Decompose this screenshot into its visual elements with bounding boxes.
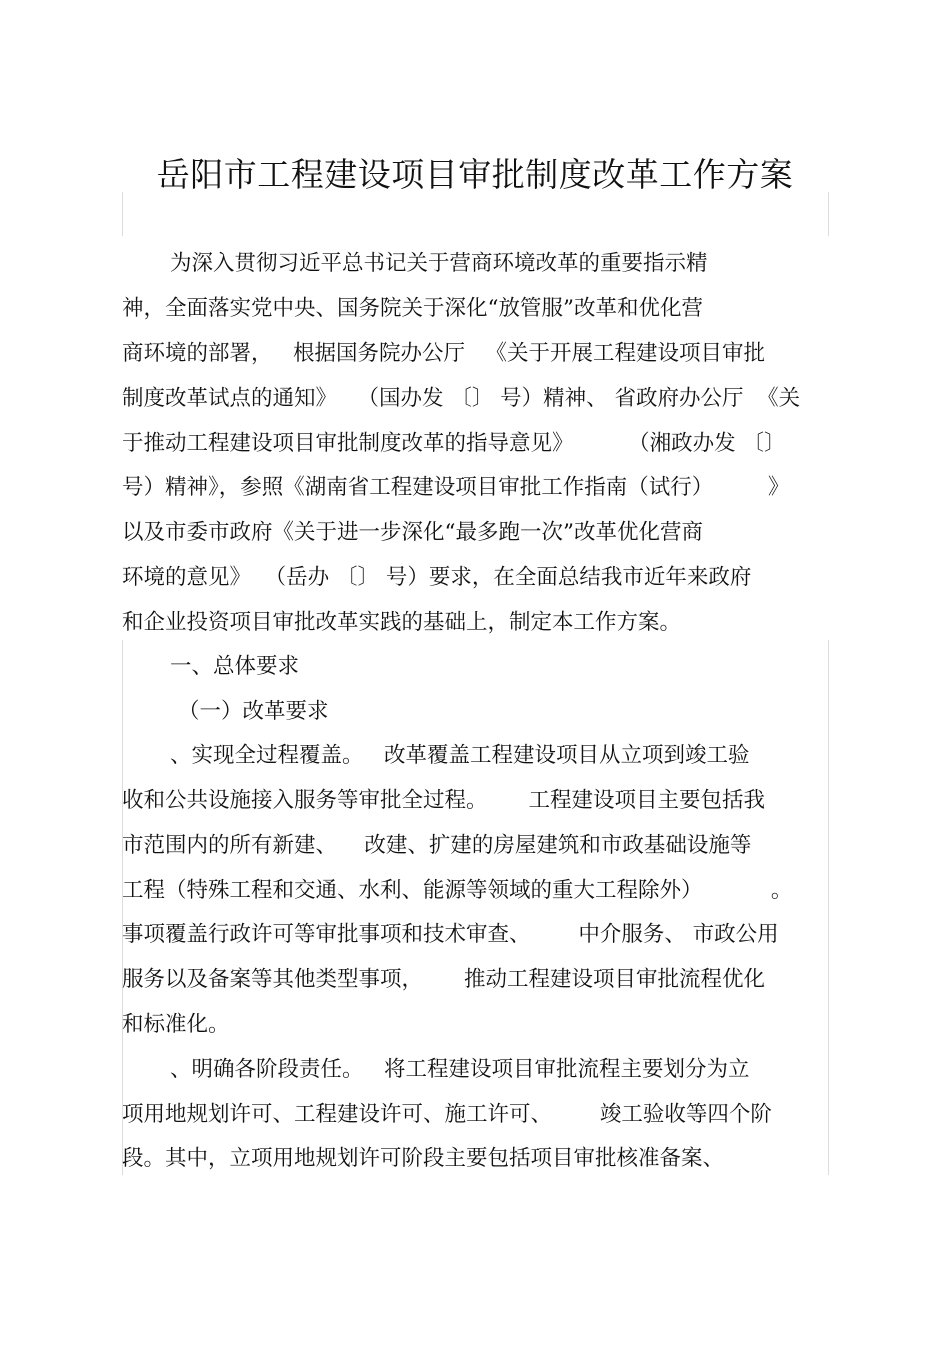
paragraph-line: 以及市委市政府《关于进一步深化“最多跑一次”改革优化营商 xyxy=(122,520,703,545)
paragraph-line: 于推动工程建设项目审批制度改革的指导意见》 （湘政办发 〔〕 xyxy=(122,431,786,456)
section-heading: 一、总体要求 xyxy=(170,654,300,679)
paragraph-line: 为深入贯彻习近平总书记关于营商环境改革的重要指示精 xyxy=(170,251,708,276)
margin-rule-left xyxy=(122,640,123,1175)
paragraph-line: 市范围内的所有新建、 改建、扩建的房屋建筑和市政基础设施等 xyxy=(122,833,752,858)
paragraph-line: 制度改革试点的通知》 （国办发 〔〕 号）精神、 省政府办公厅 《关 xyxy=(122,386,801,411)
paragraph-line: 和企业投资项目审批改革实践的基础上，制定本工作方案。 xyxy=(122,610,682,635)
paragraph-line: 项用地规划许可、工程建设许可、施工许可、 竣工验收等四个阶 xyxy=(122,1102,772,1127)
paragraph-line: 段。其中，立项用地规划许可阶段主要包括项目审批核准备案、 xyxy=(122,1146,725,1171)
paragraph-line: 事项覆盖行政许可等审批事项和技术审查、 中介服务、 市政公用 xyxy=(122,922,779,947)
margin-rule-right xyxy=(828,640,829,1175)
paragraph-line: 服务以及备案等其他类型事项， 推动工程建设项目审批流程优化 xyxy=(122,967,766,992)
paragraph-line: 收和公共设施接入服务等审批全过程。 工程建设项目主要包括我 xyxy=(122,788,766,813)
paragraph-line: 环境的意见》 （岳办 〔〕 号）要求，在全面总结我市近年来政府 xyxy=(122,565,752,590)
paragraph-line: 工程（特殊工程和交通、水利、能源等领域的重大工程除外） 。 xyxy=(122,878,793,903)
document-title: 岳阳市工程建设项目审批制度改革工作方案 xyxy=(156,155,794,194)
paragraph-line: 、明确各阶段责任。 将工程建设项目审批流程主要划分为立 xyxy=(170,1057,750,1082)
paragraph-line: 、实现全过程覆盖。 改革覆盖工程建设项目从立项到竣工验 xyxy=(170,743,750,768)
margin-rule-left-top xyxy=(122,192,123,236)
paragraph-line: 神，全面落实党中央、国务院关于深化“放管服”改革和优化营 xyxy=(122,296,703,321)
paragraph-line: 和标准化。 xyxy=(122,1012,230,1037)
paragraph-line: 号）精神》，参照《湖南省工程建设项目审批工作指南（试行） 》 xyxy=(122,475,790,500)
margin-rule-right-top xyxy=(828,192,829,236)
paragraph-line: 商环境的部署， 根据国务院办公厅 《关于开展工程建设项目审批 xyxy=(122,341,766,366)
subsection-heading: （一）改革要求 xyxy=(178,699,329,724)
